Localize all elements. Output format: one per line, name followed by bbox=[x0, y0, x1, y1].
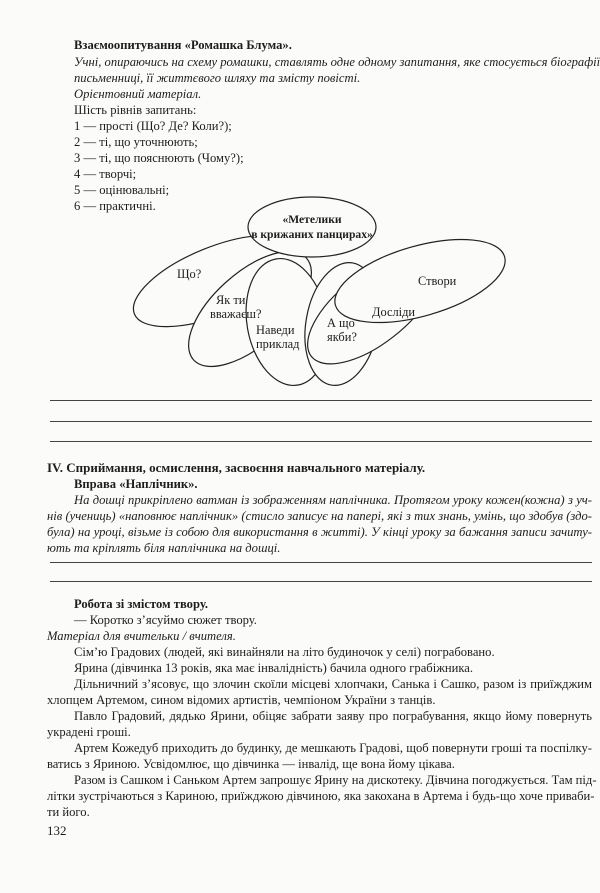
level-item: 3 — ті, що пояснюють (Чому?); bbox=[74, 151, 244, 165]
writing-rule bbox=[50, 581, 592, 582]
section-heading-iv: IV. Сприймання, осмислення, засвоєння навчального матеріалу. bbox=[47, 460, 426, 475]
petal-label-example-1: Наведи bbox=[256, 323, 295, 337]
plot-paragraph: Павло Градовий, дядько Ярини, обіцяє забрати заяву про пограбування, якщо йому повернуть bbox=[74, 709, 592, 723]
backpack-text-line: На дошці прикріплено ватман із зображенням наплічника. Протягом уроку кожен(кожна) з уч- bbox=[74, 493, 592, 507]
level-item: 5 — оцінювальні; bbox=[74, 183, 170, 197]
plot-paragraph: Дільничний з’ясовує, що злочин скоїли місцеві хлопчаки, Санька і Сашко, разом із приїжджим bbox=[74, 677, 592, 691]
writing-rule bbox=[50, 441, 592, 442]
intro-line-2: письменниці, її життєвого шляху та змісту повісті. bbox=[74, 71, 361, 85]
daisy-center bbox=[248, 197, 376, 257]
writing-rule bbox=[50, 562, 592, 563]
plot-paragraph-cont: ватись з Яриною. Усвідомлює, що дівчинка — інвалід, ще вона йому цікава. bbox=[47, 757, 455, 771]
plot-paragraph-cont: украдені гроші. bbox=[47, 725, 131, 739]
dialog-line: — Коротко з’ясуймо сюжет твору. bbox=[74, 613, 257, 627]
petal-label-what: Що? bbox=[177, 267, 202, 281]
petal-label-ifwhat-1: А що bbox=[327, 316, 355, 330]
plot-paragraph-cont: хлопцем Артемом, сином відомих артистів, чемпіоном України з танців. bbox=[47, 693, 436, 707]
material-label-2: Матеріал для вчительки / вчителя. bbox=[47, 629, 236, 643]
writing-rule bbox=[50, 400, 592, 401]
plot-paragraph: Артем Кожедуб приходить до будинку, де мешкають Градові, щоб повернути гроші та поспілку- bbox=[74, 741, 592, 755]
petal-label-research: Досліди bbox=[372, 305, 416, 319]
petal-label-how-think-1: Як ти bbox=[216, 293, 246, 307]
writing-rule bbox=[50, 421, 592, 422]
plot-paragraph: Разом із Сашком і Саньком Артем запрошує Ярину на дискотеку. Дівчина погоджується. Там під- bbox=[74, 773, 597, 787]
backpack-text-line: була) на уроці, візьме із собою для використання в житті). У кінці уроку за бажання записи зачиту- bbox=[47, 525, 592, 539]
exercise-backpack: Вправа «Наплічник». bbox=[74, 477, 198, 491]
level-item: 1 — прості (Що? Де? Коли?); bbox=[74, 119, 232, 133]
level-item: 2 — ті, що уточнюють; bbox=[74, 135, 198, 149]
material-label-1: Орієнтовний матеріал. bbox=[74, 87, 202, 101]
plot-paragraph: Ярина (дівчинка 13 років, яка має інвалідність) бачила одного грабіжника. bbox=[74, 661, 474, 675]
backpack-text-line: нів (учениць) «наповнює наплічник» (стисло записує на папері, які з тих знань, умінь, що здобув (здо- bbox=[47, 509, 592, 523]
page-number: 132 bbox=[47, 823, 67, 838]
petal-label-how-think-2: вважаєш? bbox=[210, 307, 262, 321]
levels-title: Шість рівнів запитань: bbox=[74, 103, 197, 117]
backpack-text-line: ють та кріплять біля наплічника на дошці. bbox=[47, 541, 281, 555]
petal-label-ifwhat-2: якби? bbox=[327, 330, 357, 344]
plot-paragraph-cont: літки зустрічаються з Кариною, приїжджою дівчиною, яка закохана в Артема і будь-що хоче приваби- bbox=[47, 789, 595, 803]
level-item: 4 — творчі; bbox=[74, 167, 137, 181]
plot-paragraph-cont: ти його. bbox=[47, 805, 90, 819]
intro-line-1: Учні, опираючись на схему ромашки, ставлять одне одному запитання, яке стосується біографії bbox=[74, 55, 600, 69]
petal-label-create: Створи bbox=[418, 274, 457, 288]
daisy-center-line-1: «Метелики bbox=[282, 213, 342, 226]
daisy-center-line-2: в крижаних панцирах» bbox=[251, 228, 373, 241]
heading-work-with-text: Робота зі змістом твору. bbox=[74, 597, 209, 611]
plot-paragraph: Сім’ю Градових (людей, які винайняли на літо будиночок у селі) пограбовано. bbox=[74, 645, 495, 659]
heading-daisy-bloom: Взаємоопитування «Ромашка Блума». bbox=[74, 38, 292, 52]
level-item: 6 — практичні. bbox=[74, 199, 156, 213]
petal-label-example-2: приклад bbox=[256, 337, 300, 351]
